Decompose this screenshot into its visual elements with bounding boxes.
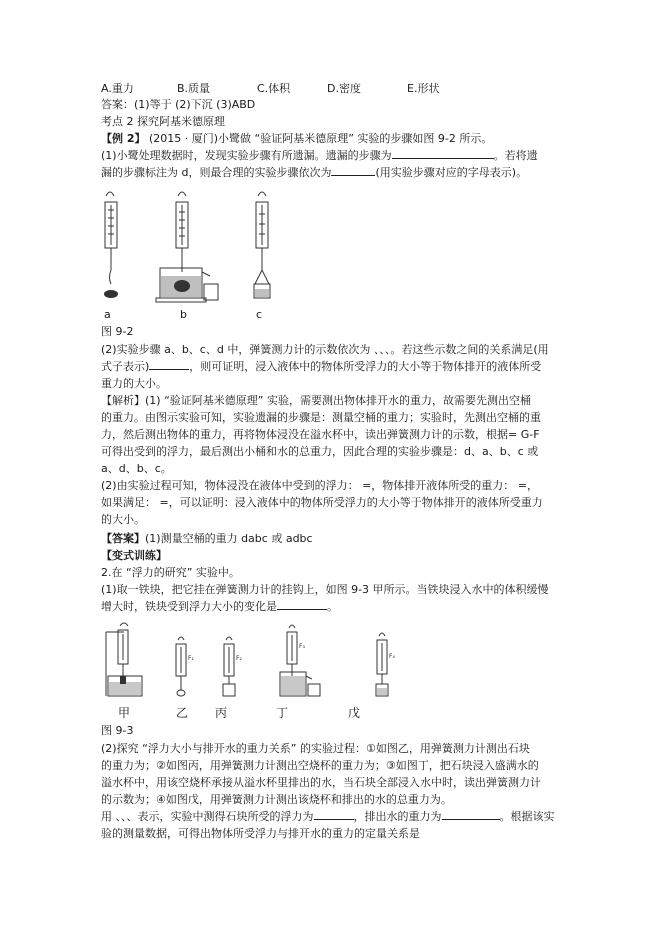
analysis-line6: (2)由实验过程可知，物体浸没在液体中受到的浮力： =，物体排开液体所受的重力： =，	[101, 479, 539, 492]
figure-9-3	[100, 622, 400, 702]
q22-text-c: 。根据该实	[499, 810, 555, 823]
example-2-q1-line2	[101, 164, 527, 181]
option-c: C.体积	[257, 82, 291, 95]
q22-line3: 溢水杯中，用该空烧杯承接从溢水杯里排出的水，当石块全部浸入水中时，读出弹簧测力计	[101, 776, 541, 789]
answer-blank	[277, 598, 327, 610]
analysis-line2: 的重力。由图示实验可知，实验遗漏的步骤是：测量空桶的重力；实验时，先测出空桶的重	[101, 411, 541, 424]
fig92-label-c: c	[256, 308, 263, 321]
example-2-q1-line1	[101, 147, 538, 164]
fig93-label-yi: 乙	[176, 706, 189, 720]
force-label-f3: F₃	[299, 643, 305, 650]
topic-2-heading: 考点 2 探究阿基米德原理	[101, 115, 225, 128]
figure-9-2	[98, 190, 298, 310]
q22-line6	[101, 825, 420, 842]
q2-text-a: 式子表示)	[101, 360, 150, 373]
analysis-line3: 力，然后测出物体的重力，再将物体浸没在溢水杯中，读出弹簧测力计的示数，根据= G-F	[101, 428, 540, 441]
force-label-f4: F₄	[389, 653, 395, 660]
analysis-line1: 【解析】(1) “验证阿基米德原理” 实验，需要测出物体排开水的重力，故需要先测出空桶	[101, 394, 531, 407]
variant-line3	[101, 598, 338, 615]
fig93-jia-stand-with-beaker	[106, 623, 142, 696]
fig93-caption: 图 9-3	[101, 724, 134, 737]
example-2-title	[101, 130, 492, 147]
answer-blank	[149, 358, 189, 370]
variant-line2: (1)取一铁块，把它挂在弹簧测力计的挂钩上，如图 9-3 甲所示。当铁块浸入水中的体积缓慢	[101, 583, 549, 596]
analysis-line5: a、d、b、c。	[101, 462, 172, 475]
fig93-label-wu: 戊	[348, 706, 361, 720]
q22-text-d: 验的测量数据，可得出物体所受浮力与排开水的重力的定量关系是	[101, 827, 420, 840]
q22-line1: (2)探究 “浮力大小与排开水的重力关系” 的实验过程：①如图乙，用弹簧测力计测出石块	[101, 742, 530, 755]
fig92-a-spring-scale	[104, 192, 118, 298]
force-label-f2: F₂	[236, 655, 242, 662]
analysis-line8: 的大小。	[101, 513, 145, 526]
q22-line5	[101, 808, 555, 825]
fig93-label-ding: 丁	[276, 706, 289, 720]
variant-text-b: 。	[327, 600, 338, 613]
option-b: B.质量	[177, 82, 211, 95]
fig93-label-jia: 甲	[118, 706, 131, 720]
answer-text: (1)测量空桶的重力 dabc 或 adbc	[145, 532, 313, 545]
q22-line4: 的示数为；④如图戊，用弹簧测力计测出该烧杯和排出的水的总重力为。	[101, 793, 452, 806]
q22-line2: 的重力为；②如图丙，用弹簧测力计测出空烧杯的重力为；③如图丁，把石块浸入盛满水的	[101, 759, 539, 772]
variant-text-a: 增大时，铁块受到浮力大小的变化是	[101, 600, 277, 613]
fig93-bing-spring-scale-with-cup	[223, 637, 242, 696]
q1-text-d: (用实验步骤对应的字母表示)。	[375, 166, 528, 179]
q2-line3: 重力的大小。	[101, 377, 167, 390]
q22-text-a: 用 、、、表示，实验中测得石块所受的浮力为	[101, 810, 314, 823]
example-source: (2015 · 厦门)小鹭做 “验证阿基米德原理” 实验的步骤如图 9-2 所示。	[145, 132, 493, 145]
example-tag: 【例 2】	[101, 132, 146, 145]
fig92-label-b: b	[180, 308, 187, 321]
fig93-label-bing: 丙	[215, 706, 228, 720]
q2-text-b: ，则可证明，浸入液体中的物体所受浮力的大小等于物体排开的液体所受	[189, 360, 542, 373]
q1-text-a: (1)小鹭处理数据时，发现实验步骤有所遗漏。遗漏的步骤为	[101, 149, 392, 162]
answer-tag: 【答案】	[101, 532, 145, 545]
fig93-yi-spring-scale-with-stone	[176, 637, 194, 696]
q2-line2	[101, 358, 541, 375]
variant-title: 【变式训练】	[101, 549, 167, 562]
answer-blank	[392, 147, 494, 159]
analysis-line4: 可得出受到的浮力，最后测出小桶和水的总重力，因此合理的实验步骤是：d、a、b、c 或	[101, 445, 539, 458]
q1-text-b: 。若将遗	[493, 149, 538, 162]
force-label-f1: F₁	[188, 655, 194, 662]
option-e: E.形状	[407, 82, 440, 95]
q1-text-c: 漏的步骤标注为 d，则最合理的实验步骤依次为	[101, 166, 332, 179]
answer-2	[101, 530, 313, 547]
analysis-line7: 如果满足： =，可以证明：浸入液体中的物体所受浮力的大小等于物体排开的液体所受重力	[101, 496, 543, 509]
q22-text-b: ，排出水的重力为	[353, 810, 442, 823]
option-a: A.重力	[101, 82, 134, 95]
fig93-wu-spring-scale-with-cup-water	[376, 633, 395, 696]
answer-blank	[314, 808, 354, 820]
fig92-label-a: a	[104, 308, 111, 321]
fig92-c-spring-scale-with-bucket	[254, 192, 270, 298]
answer-blank	[331, 164, 375, 176]
option-d: D.密度	[327, 82, 361, 95]
fig92-b-spring-scale-with-overflow-cup	[156, 192, 218, 302]
fig93-ding-overflow-cup	[280, 625, 320, 696]
answer-1: 答案：(1)等于 (2)下沉 (3)ABD	[101, 98, 256, 111]
answer-blank	[442, 808, 500, 820]
variant-line1: 2.在 “浮力的研究” 实验中。	[101, 566, 240, 579]
fig92-caption: 图 9-2	[101, 325, 134, 338]
q2-line1: (2)实验步骤 a、b、c、d 中，弹簧测力计的示数依次为 、、、。若这些示数之间的关系满足(用	[101, 343, 549, 356]
